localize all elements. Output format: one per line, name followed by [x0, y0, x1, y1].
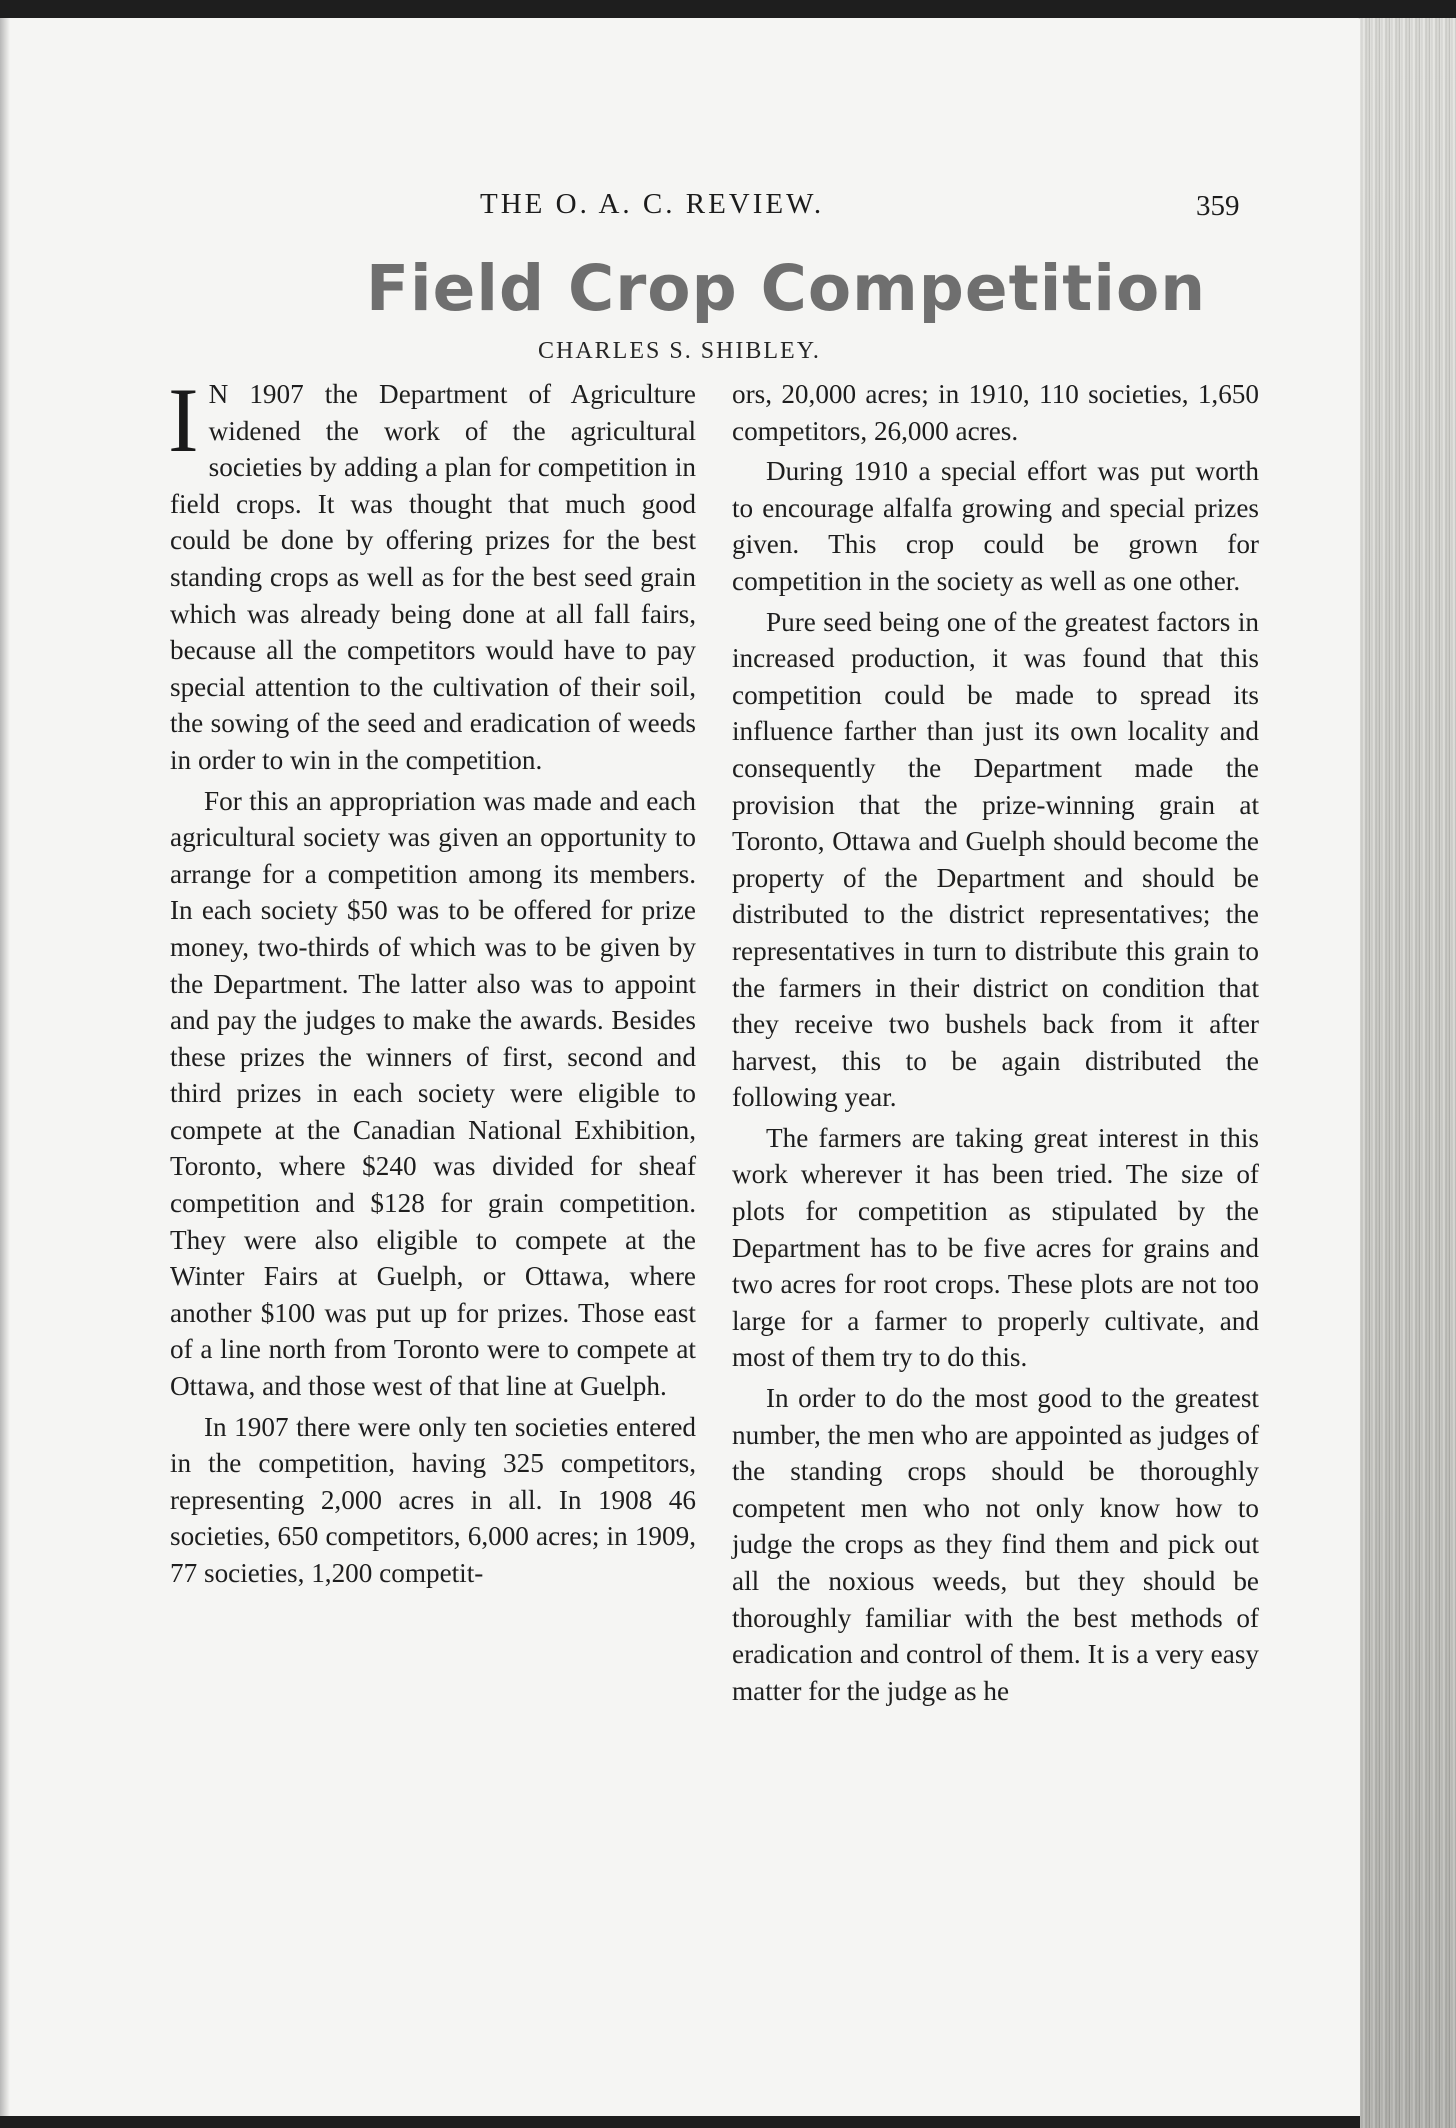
drop-cap: I	[168, 369, 199, 471]
page-number: 359	[1196, 190, 1240, 222]
paragraph	[168, 369, 696, 779]
article-title: Field Crop Competition	[366, 252, 1207, 325]
running-head: THE O. A. C. REVIEW.	[480, 188, 825, 220]
paragraph: For this an appropriation was made and each agricultural society was given an opportunity to arrange for a competition among its members. In each society $50 was to be offered for prize money, two-thirds of which was to be given by the Department. The latter also was to appoint and pay the judges to make the awards. Besides these prizes the winners of first, second and third prizes in each society were eligible to compete at the Canadian National Exhibition, Toronto, where $240 was divided for sheaf competition and $128 for grain competition. They were also eligible to compete at the Winter Fairs at Guelph, or Ottawa, where another $100 was put up for prizes. Those east of a line north from Toronto were to compete at Ottawa, and those west of that line at Guelph.	[170, 785, 696, 1402]
paragraph: In order to do the most good to the greatest number, the men who are appointed as judges of the standing crops should be thoroughly competent men who not only know how to judge the crops as they find them and pick out all the noxious weeds, but they should be thoroughly familiar with the best methods of eradication and control of them. It is a very easy matter for the judge as he	[732, 1383, 1259, 1706]
paragraph: Pure seed being one of the greatest factors in increased production, it was found that this competition could be made to spread its influence farther than just its own locality and consequently the Department made the provision that the prize-winning grain at Toronto, Ottawa and Guelph should become the property of the Department and should be distributed to the district representatives; the representatives in turn to distribute this grain to the farmers in their district on condition that they receive two bushels back from it after harvest, this to be again distributed the following year.	[732, 606, 1259, 1113]
paragraph: ors, 20,000 acres; in 1910, 110 societies, 1,650 competitors, 26,000 acres.	[732, 379, 1259, 446]
paragraph: In 1907 there were only ten societies entered in the competition, having 325 competitors, representing 2,000 acres in all. In 1908 46 societies, 650 competitors, 6,000 acres; in 1909, 77 societies, 1,200 competit-	[170, 1411, 696, 1588]
article-author: CHARLES S. SHIBLEY.	[538, 338, 821, 364]
page-gutter-shadow	[0, 18, 10, 2116]
paragraph-text: N 1907 the Department of Agriculture widened the work of the agricultural societies by adding a plan for competition in field crops. It was thought that much good could be done by offering prizes for the best standing crops as well as for the best seed grain which was already being done at all fall fairs, because all the competitors would have to pay special attention to the cultivation of their soil, the sowing of the seed and eradication of weeds in order to win in the competition.	[170, 379, 696, 775]
right-column	[732, 376, 1259, 1709]
paragraph: During 1910 a special effort was put worth to encourage alfalfa growing and special prizes given. This crop could be grown for competition in the society as well as one other.	[732, 456, 1259, 596]
page-stack-edge	[1360, 18, 1456, 2128]
paragraph: The farmers are taking great interest in this work wherever it has been tried. The size of plots for competition as stipulated by the Department has to be five acres for grains and two acres for root crops. These plots are not too large for a farmer to properly cultivate, and most of them try to do this.	[732, 1122, 1259, 1373]
left-column	[168, 369, 696, 1592]
